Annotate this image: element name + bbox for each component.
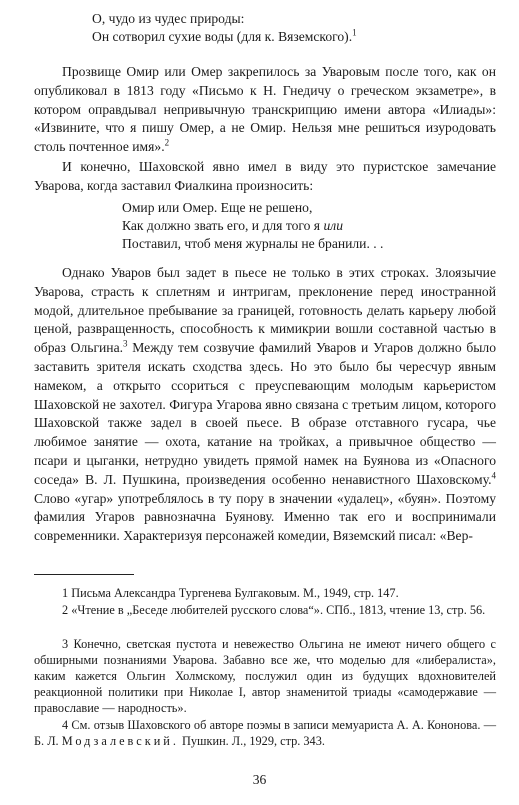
paragraph: Однако Уваров был задет в пьесе не только в этих строках. Злоязычие Уварова, страсть к сплетням и интригам, преклонение перед иностранной модой, длительное пребывание за границей, готовность делать карьеру любой ценой, развращенность, способность к мимикрии вошли составной частью в образ Ольгина.$^3$ Между тем созвучие фамилий Уваров и Угаров должно было заставить зрителя искать сходства здесь. Но это было бы чересчур явным намеком, а открыто ссориться с преуспевающим молодым карьеристом Шаховской не захотел. Фигура Угарова явно связана с третьим лицом, которого Шаховской также задел в своей пьесе. В образе отставного гусара, чье любимое занятие — охота, катание на тройках, а привычное общество — псари и цыганки, нетрудно увидеть прямой намек на Буянова из «Опасного соседа» В. Л. Пушкина, произведения особенно ненавистного Шаховскому.$^4$ Слово «угар» употреблялось в ту пору в значении «удалец», «буян». Поэтому фамилия Угаров равнозначна Буянову. Именно так его и воспринимали современники. Характеризуя персонажей комедии, Вяземский писал: «Вер- <box>34 265 496 544</box>
footnote: 4 См. отзыв Шаховского об авторе поэмы в записи мемуариста А. А. Кононова. — Б. Л. Модзалевский. Пушкин. Л., 1929, стр. 343. <box>34 718 496 748</box>
verse-line: Поставил, чтоб меня журналы не бранили. . . <box>122 236 384 251</box>
verse-epigraph <box>92 10 357 46</box>
footnote-ref: 3 <box>123 338 128 349</box>
footnote: 1 Письма Александра Тургенева Булгаковым. М., 1949, стр. 147. <box>62 586 399 600</box>
verse-line: О, чудо из чудес природы: <box>92 11 245 26</box>
verse-quote <box>122 199 383 253</box>
paragraph: И конечно, Шаховской явно имел в виду это пуристское замечание Уварова, когда заставил Фиалкина произносить: <box>34 159 496 193</box>
footnote-ref: 4 <box>491 470 496 481</box>
footnote-divider <box>34 574 134 575</box>
verse-line: Он сотворил сухие воды (для к. Вяземского).$^1$ <box>92 27 357 44</box>
footnote-ref: 1 <box>352 27 357 38</box>
footnote: 3 Конечно, светская пустота и невежество Ольгина не имеют ничего общего с обширными познаниями Уварова. Забавно все же, что моделью для «либералиста», каким кажется Ольгин Холмскому, послужил один из будущих вдохновителей реакционной политики при Николае I, автор знаменитой триады «самодержавие — православие — народность». <box>34 637 496 715</box>
verse-line: Омир или Омер. Еще не решено, <box>122 200 313 215</box>
paragraph: Прозвище Омир или Омер закрепилось за Уваровым после того, как он опубликовал в 1813 году «Письмо к Н. Гнедичу о греческом экзаметре», в котором оправдывал непривычную транскрипцию имени автора «Илиады»: «Извините, что я пишу Омер, а не Омир. Нельзя мне решиться изуродовать столь почтенное имя».$^2$ <box>34 64 496 155</box>
footnote: 2 «Чтение в „Беседе любителей русского слова“». СПб., 1813, чтение 13, стр. 56. <box>62 603 486 617</box>
page-number: 36 <box>252 772 267 787</box>
footnote-ref: 2 <box>164 137 170 148</box>
verse-line: Как должно звать его, и для того я или <box>122 218 343 233</box>
